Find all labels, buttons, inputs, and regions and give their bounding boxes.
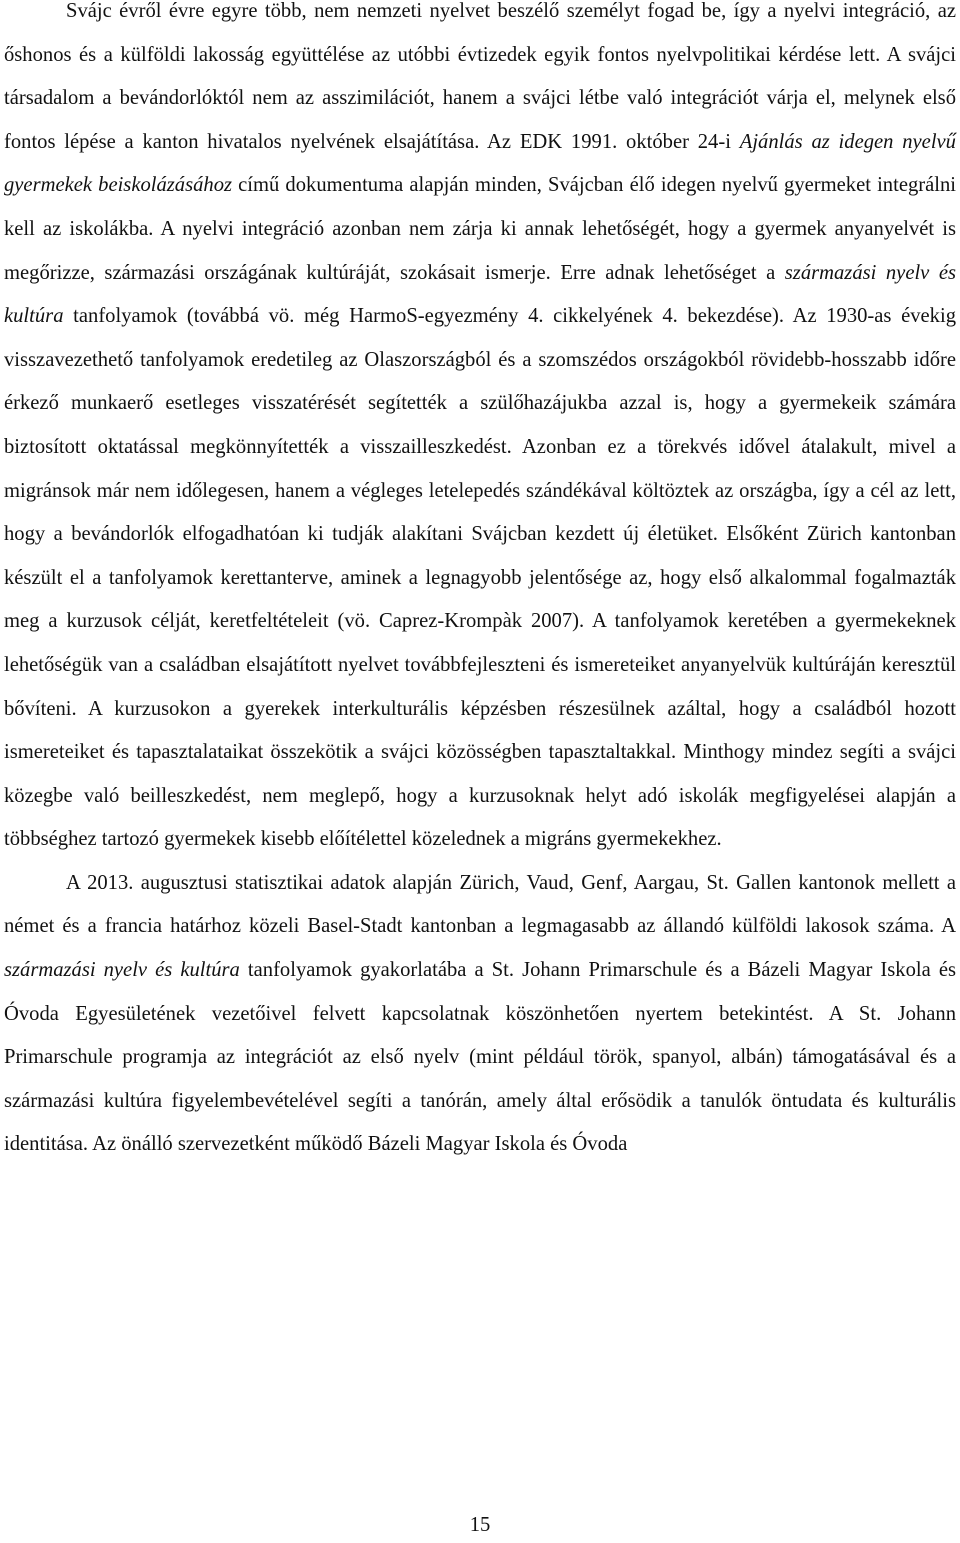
paragraph-2-text-a: A 2013. augusztusi statisztikai adatok alapján Zürich, Vaud, Genf, Aargau, St. Gallen kantonok mellett a német és a francia határhoz közeli Basel-Stadt kantonban a legmagasabb az állandó külföldi lakosok száma. A <box>4 871 956 938</box>
page-number: 15 <box>469 1514 491 1536</box>
body-paragraph-1 <box>4 0 956 862</box>
paragraph-2-text-b: tanfolyamok gyakorlatába a St. Johann Primarschule és a Bázeli Magyar Iskola és Óvoda Egyesületének vezetőivel felvett kapcsolatnak köszönhetően nyertem betekintést. A St. Johann Primarschule programja az integrációt az első nyelv (mint például török, spanyol, albán) támogatásával és a származási kultúra figyelembevételével segíti a tanórán, amely által erősödik a tanulók öntudata és kulturális identitása. Az önálló szervezetként működő Bázeli Magyar Iskola és Óvoda <box>4 959 956 1156</box>
paragraph-1-text-b: című dokumentuma alapján minden, Svájcban élő idegen nyelvű gyermeket integrálni kell az iskolákba. A nyelvi integráció azonban nem zárja ki annak lehetőségét, hogy a gyermek anyanyelvét is megőrizze, származási országának kultúráját, szokásait ismerje. Erre adnak lehetőséget a <box>4 174 956 284</box>
body-paragraph-2 <box>4 862 956 1167</box>
paragraph-1-italic-course-name: származási nyelv és kultúra <box>4 261 956 328</box>
document-page <box>4 0 956 1167</box>
paragraph-1-text-c: tanfolyamok (továbbá vö. még HarmoS-egyezmény 4. cikkelyének 4. bekezdése). Az 1930-as évekig visszavezethető tanfolyamok eredetileg az Olaszországból és a szomszédos országokból rövidebb-hosszabb időre érkező munkaerő esetleges visszatérését segítették a szülőhazájukba azzal is, hogy a gyermekeik számára biztosított oktatással megkönnyítették a visszailleszkedést. Azonban ez a törekvés idővel átalakult, mivel a migránsok már nem időlegesen, hanem a végleges letelepedés szándékával költöztek az országba, így a cél az lett, hogy a bevándorlók elfogadhatóan ki tudják alakítani Svájcban kezdett új életüket. Elsőként Zürich kantonban készült el a tanfolyamok kerettanterve, aminek a legnagyobb jelentősége az, hogy első alkalommal fogalmazták meg a kurzusok célját, keretfeltételeit (vö. Caprez-Krompàk 2007). A tanfolyamok keretében a gyermekeknek lehetőségük van a családban elsajátított nyelvet továbbfejleszteni és ismereteiket anyanyelvük kultúráján keresztül bővíteni. A kurzusokon a gyerekek interkulturális képzésben részesülnek azáltal, hogy a családból hozott ismereteiket és tapasztalataikat összekötik a svájci közösségben tapasztaltakkal. Minthogy mindez segíti a svájci közegbe való beilleszkedést, nem meglepő, hogy a kurzusoknak helyt adó iskolák megfigyelései alapján a többséghez tartozó gyermekek kisebb előítélettel közelednek a migráns gyermekekhez. <box>4 305 956 851</box>
paragraph-2-italic-course-name: származási nyelv és kultúra <box>4 959 240 982</box>
paragraph-1-italic-title: Ajánlás az idegen nyelvű gyermekek beiskolázásához <box>4 130 956 197</box>
paragraph-1-text-a: Svájc évről évre egyre több, nem nemzeti nyelvet beszélő személyt fogad be, így a nyelvi integráció, az őshonos és a külföldi lakosság együttélése az utóbbi évtizedek egyik fontos nyelvpolitikai kérdése lett. A svájci társadalom a bevándorlóktól nem az asszimilációt, hanem a svájci létbe való integrációt várja el, melynek első fontos lépése a kanton hivatalos nyelvének elsajátítása. Az EDK 1991. október 24-i <box>4 0 956 153</box>
